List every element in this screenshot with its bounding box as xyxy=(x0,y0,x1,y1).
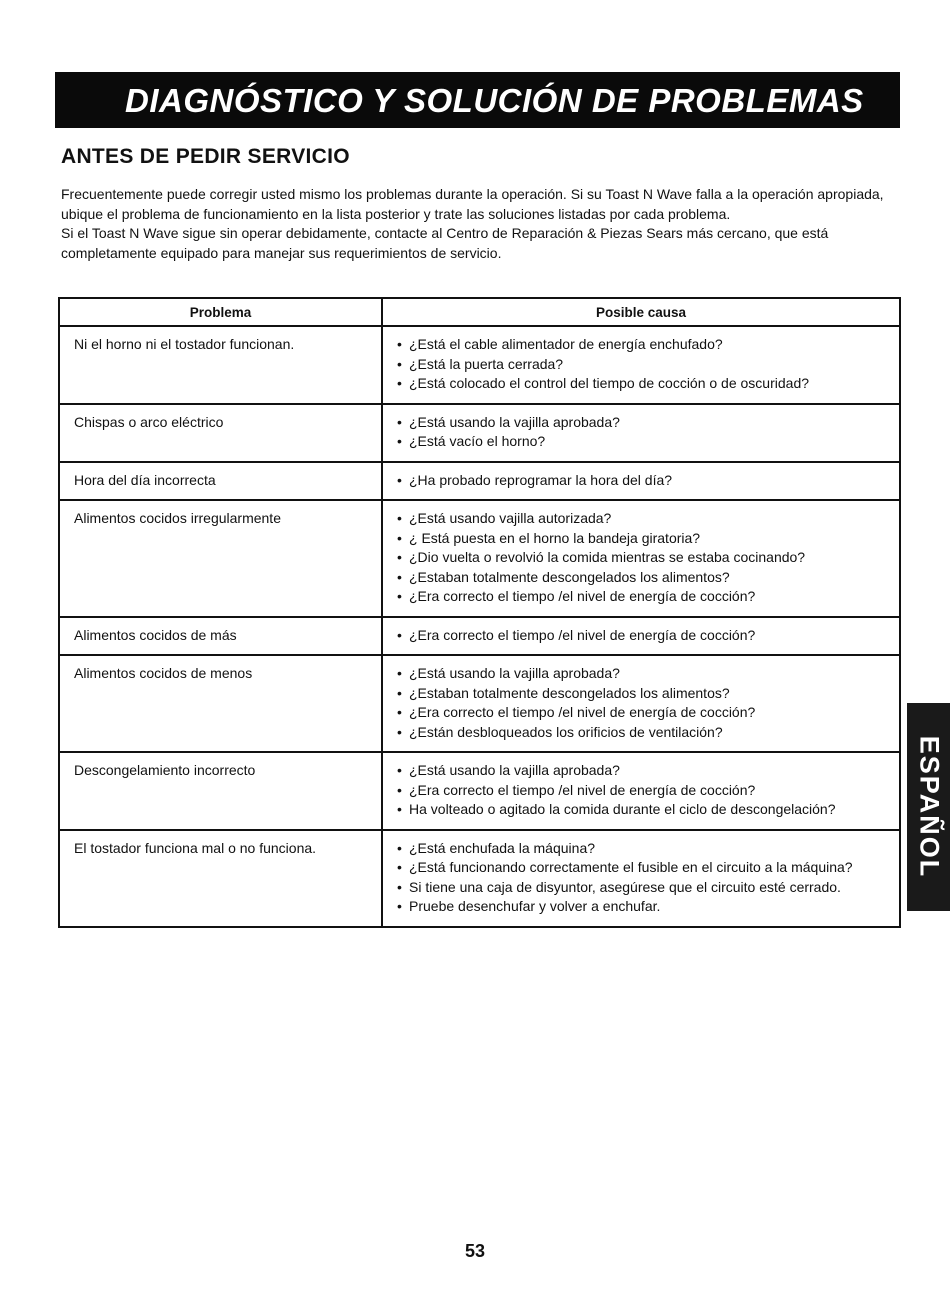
table-row xyxy=(59,500,900,617)
intro-paragraph: Si el Toast N Wave sigue sin operar debidamente, contacte al Centro de Reparación & Piezas Sears más cercano, que está completamente equipado para manejar sus requerimientos de servicio. xyxy=(61,225,829,261)
language-tab xyxy=(907,703,950,911)
column-header-problem: Problema xyxy=(59,298,382,326)
cause-item: • ¿Está usando la vajilla aprobada? xyxy=(397,664,889,684)
intro-text xyxy=(61,185,891,263)
cause-item: • ¿ Está puesta en el horno la bandeja giratoria? xyxy=(397,529,889,549)
problem-cell: Alimentos cocidos de menos xyxy=(59,655,382,752)
cause-cell xyxy=(382,830,900,927)
header-banner xyxy=(55,72,900,128)
language-tab-label: ESPAÑOL xyxy=(914,735,944,879)
table-row xyxy=(59,326,900,404)
cause-item: • Pruebe desenchufar y volver a enchufar. xyxy=(397,897,889,917)
problem-cell: Ni el horno ni el tostador funcionan. xyxy=(59,326,382,404)
cause-item: • ¿Era correcto el tiempo /el nivel de energía de cocción? xyxy=(397,781,889,801)
cause-cell xyxy=(382,404,900,462)
cause-cell xyxy=(382,326,900,404)
table-header-row xyxy=(59,298,900,326)
cause-item: • ¿Está funcionando correctamente el fusible en el circuito a la máquina? xyxy=(397,858,889,878)
table-body xyxy=(59,326,900,927)
cause-item: • Si tiene una caja de disyuntor, asegúrese que el circuito esté cerrado. xyxy=(397,878,889,898)
cause-item: • Ha volteado o agitado la comida durante el ciclo de descongelación? xyxy=(397,800,889,820)
cause-item: • ¿Está colocado el control del tiempo de cocción o de oscuridad? xyxy=(397,374,889,394)
table-row xyxy=(59,462,900,501)
problem-cell: Hora del día incorrecta xyxy=(59,462,382,501)
cause-cell xyxy=(382,617,900,656)
table-row xyxy=(59,830,900,927)
cause-item: • ¿Estaban totalmente descongelados los alimentos? xyxy=(397,568,889,588)
cause-item: • ¿Estaban totalmente descongelados los alimentos? xyxy=(397,684,889,704)
cause-item: • ¿Está el cable alimentador de energía enchufado? xyxy=(397,335,889,355)
cause-item: • ¿Está la puerta cerrada? xyxy=(397,355,889,375)
cause-item: • ¿Dio vuelta o revolvió la comida mientras se estaba cocinando? xyxy=(397,548,889,568)
column-header-cause: Posible causa xyxy=(382,298,900,326)
table-row xyxy=(59,404,900,462)
table-row xyxy=(59,617,900,656)
cause-item: • ¿Era correcto el tiempo /el nivel de energía de cocción? xyxy=(397,587,889,607)
problem-cell: Chispas o arco eléctrico xyxy=(59,404,382,462)
cause-item: • ¿Está vacío el horno? xyxy=(397,432,889,452)
cause-item: • ¿Está usando vajilla autorizada? xyxy=(397,509,889,529)
problem-cell: El tostador funciona mal o no funciona. xyxy=(59,830,382,927)
problem-cell: Alimentos cocidos irregularmente xyxy=(59,500,382,617)
table-row xyxy=(59,752,900,830)
cause-item: • ¿Era correcto el tiempo /el nivel de energía de cocción? xyxy=(397,626,889,646)
cause-item: • ¿Están desbloqueados los orificios de ventilación? xyxy=(397,723,889,743)
page-title: DIAGNÓSTICO Y SOLUCIÓN DE PROBLEMAS xyxy=(125,82,864,119)
page-number: 53 xyxy=(464,1241,486,1261)
problem-cell: Alimentos cocidos de más xyxy=(59,617,382,656)
cause-item: • ¿Está usando la vajilla aprobada? xyxy=(397,413,889,433)
cause-cell xyxy=(382,752,900,830)
cause-item: • ¿Era correcto el tiempo /el nivel de energía de cocción? xyxy=(397,703,889,723)
cause-cell xyxy=(382,462,900,501)
problem-cell: Descongelamiento incorrecto xyxy=(59,752,382,830)
table-row xyxy=(59,655,900,752)
cause-cell xyxy=(382,500,900,617)
intro-paragraph: Frecuentemente puede corregir usted mismo los problemas durante la operación. Si su Toast N Wave falla a la operación apropiada, ubique el problema de funcionamiento en la lista posterior y trate las soluciones listadas por cada problema. xyxy=(61,186,884,222)
cause-item: • ¿Está enchufada la máquina? xyxy=(397,839,889,859)
cause-cell xyxy=(382,655,900,752)
section-title: ANTES DE PEDIR SERVICIO xyxy=(61,145,350,168)
troubleshooting-table xyxy=(58,297,901,928)
cause-item: • ¿Está usando la vajilla aprobada? xyxy=(397,761,889,781)
cause-item: • ¿Ha probado reprogramar la hora del día? xyxy=(397,471,889,491)
